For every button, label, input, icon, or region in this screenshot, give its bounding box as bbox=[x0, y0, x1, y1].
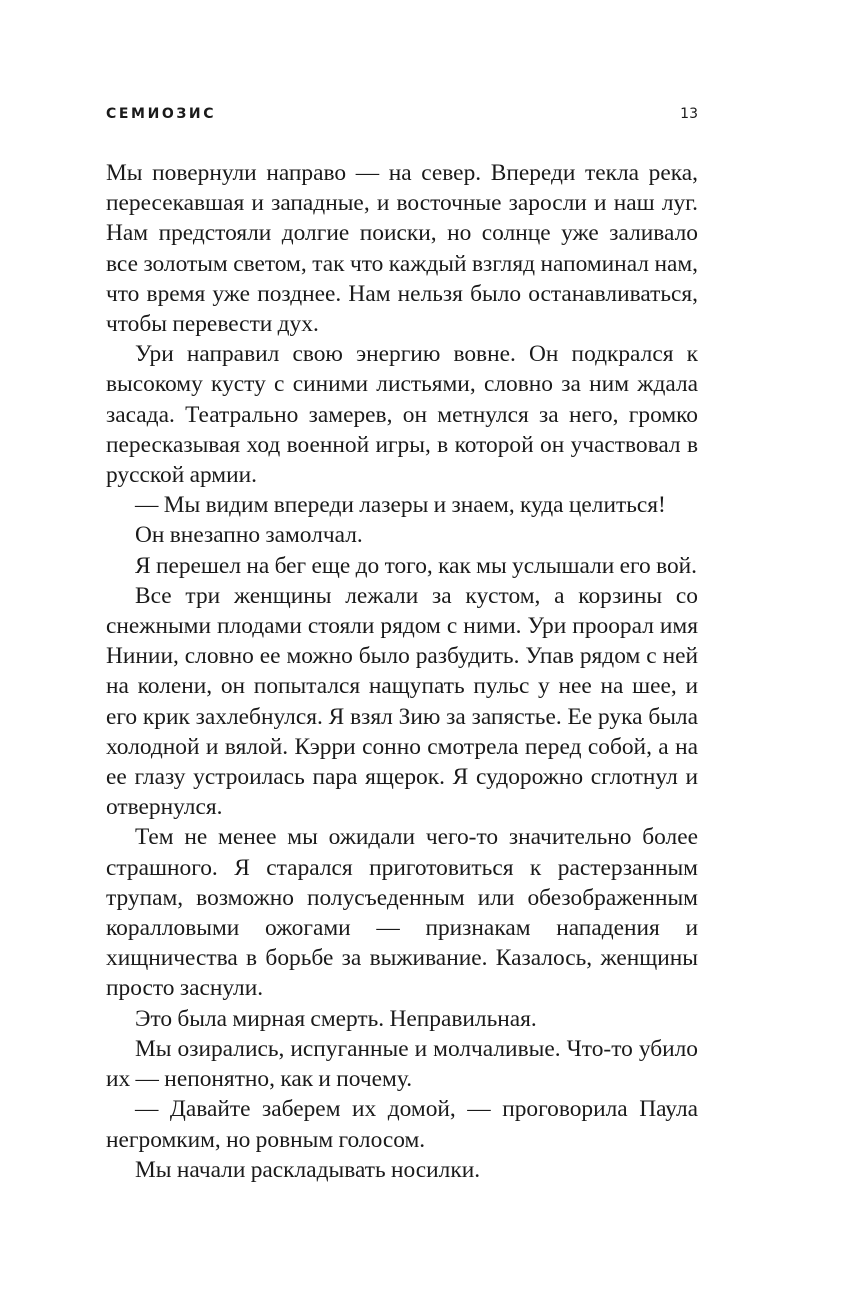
paragraph: Я перешел на бег еще до того, как мы услышали его вой. bbox=[135, 552, 698, 579]
book-page bbox=[106, 0, 698, 1311]
book-title: СЕМИОЗИС bbox=[106, 106, 217, 122]
paragraph: — Мы видим впереди лазеры и знаем, куда целиться! bbox=[135, 492, 666, 519]
paragraph: Тем не менее мы ожидали чего-то значительно более страшного. Я старался приготовиться к растерзанным трупам, возможно полусъеденным или обезображенным коралловыми ожогами — признакам нападения и хищничества в борьбе за выживание. Казалось, женщины просто заснули. bbox=[106, 824, 698, 1002]
paragraph: Это была мирная смерть. Неправильная. bbox=[135, 1005, 537, 1032]
paragraph: — Давайте заберем их домой, — проговорила Паула негромким, но ровным голосом. bbox=[106, 1096, 698, 1153]
paragraph: Мы озирались, испуганные и молчаливые. Что-то убило их — непонятно, как и почему. bbox=[106, 1035, 698, 1093]
running-header bbox=[106, 104, 698, 124]
paragraph: Мы повернули направо — на север. Впереди текла река, пересекавшая и западные, и восточные заросли и наш луг. Нам предстояли долгие поиски, но солнце уже заливало все золотым светом, так что каждый взгляд напоминал нам, что время уже позднее. Нам нельзя было останавливаться, чтобы перевести дух. bbox=[106, 160, 698, 338]
page-number: 13 bbox=[680, 106, 698, 122]
paragraph: Ури направил свою энергию вовне. Он подкрался к высокому кусту с синими листьями, словно за ним ждала засада. Театрально замерев, он метнулся за него, громко пересказывая ход военной игры, в которой он участвовал в русской армии. bbox=[106, 341, 698, 489]
paragraph: Он внезапно замолчал. bbox=[135, 522, 363, 549]
paragraph: Все три женщины лежали за кустом, а корзины со снежными плодами стояли рядом с ними. Ури проорал имя Нинии, словно ее можно было разбудить. Упав рядом с ней на колени, он попытался нащупать пульс у нее на шее, и его крик захлебнулся. Я взял Зию за запястье. Ее рука была холодной и вялой. Кэрри сонно смотрела перед собой, а на ее глазу устроилась пара ящерок. Я судорожно сглотнул и отвернулся. bbox=[106, 582, 698, 821]
paragraph: Мы начали раскладывать носилки. bbox=[135, 1156, 481, 1183]
body-text bbox=[106, 158, 698, 1185]
